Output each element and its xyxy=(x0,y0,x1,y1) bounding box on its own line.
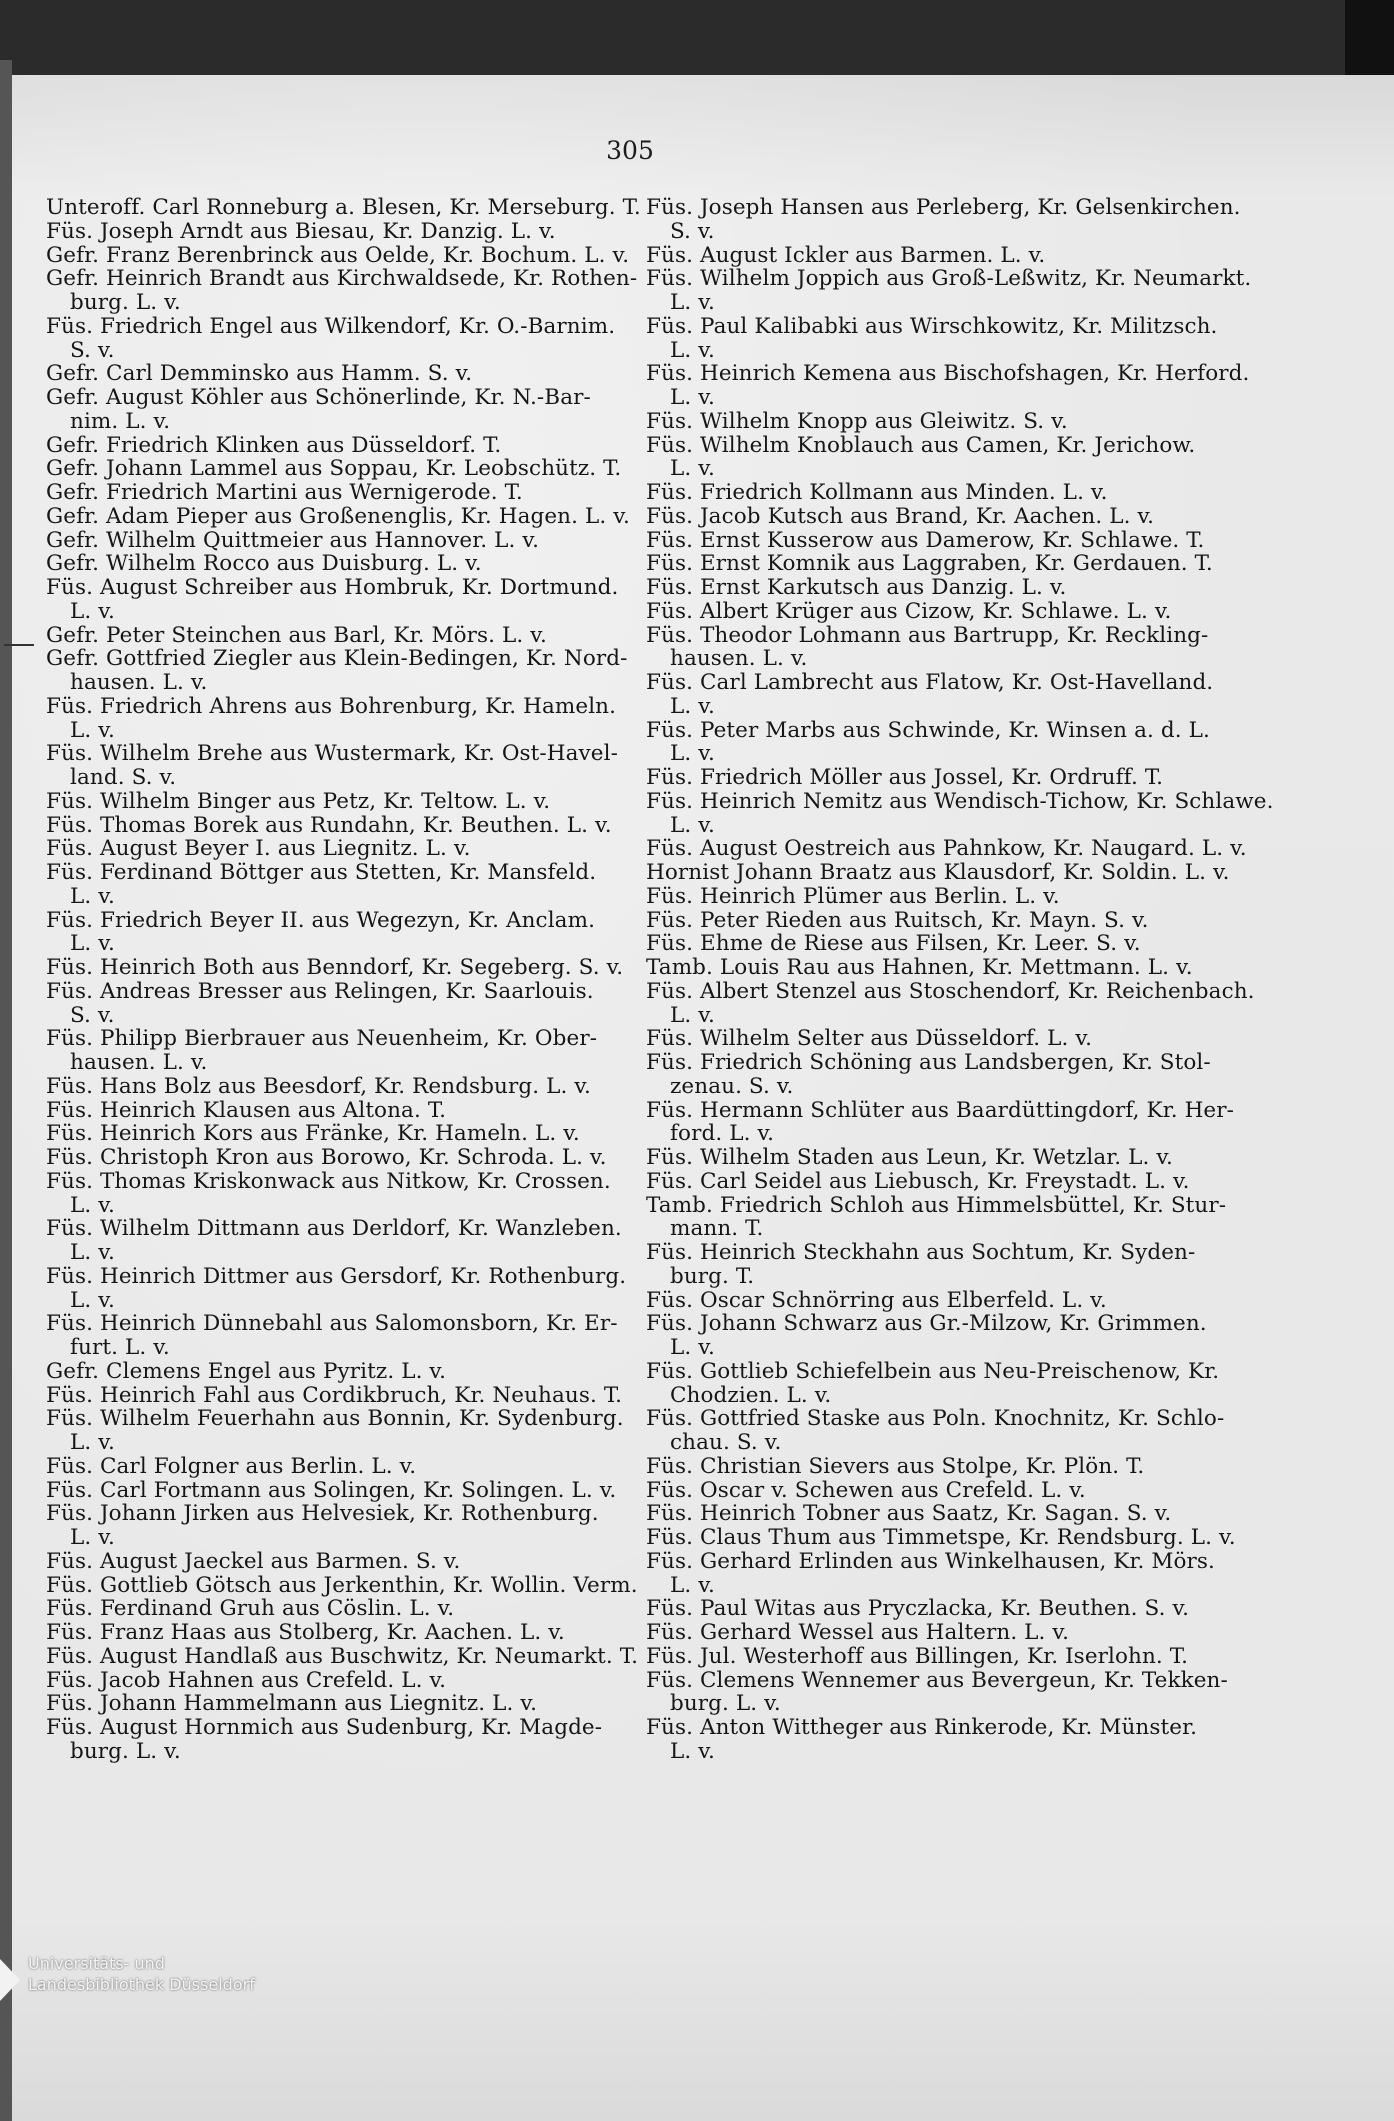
entry-line: Füs. Wilhelm Joppich aus Groß-Leßwitz, Kr. Neumarkt. xyxy=(646,266,1252,292)
entry-line: Füs. Joseph Hansen aus Perleberg, Kr. Gelsenkirchen. xyxy=(646,195,1241,220)
entry-line: L. v. xyxy=(670,812,715,838)
entry-line: Füs. August Ickler aus Barmen. L. v. xyxy=(646,242,1046,268)
entry-line: Füs. Heinrich Kemena aus Bischofshagen, Kr. Herford. xyxy=(646,361,1250,387)
entry-line: Gefr. Carl Demminsko aus Hamm. S. v. xyxy=(46,361,473,387)
entry-line: Gefr. Gottfried Ziegler aus Klein-Bedingen, Kr. Nord- xyxy=(46,646,628,672)
entry-line: Füs. Carl Folgner aus Berlin. L. v. xyxy=(46,1453,417,1479)
entry-line: L. v. xyxy=(70,598,115,624)
entry-line: Füs. Clemens Wennemer aus Bevergeun, Kr. Tekken- xyxy=(646,1667,1228,1693)
entry-line: L. v. xyxy=(670,1738,715,1764)
entry-line: Füs. Wilhelm Brehe aus Wustermark, Kr. Ost-Havel- xyxy=(46,741,618,767)
entry-line: S. v. xyxy=(70,1002,115,1028)
library-name-line1: Universitäts- und xyxy=(28,1954,165,1973)
entry-line: Füs. Joseph Arndt aus Biesau, Kr. Danzig. L. v. xyxy=(46,218,556,244)
entry-line: L. v. xyxy=(70,931,115,957)
entry-line: Unteroff. Carl Ronneburg a. Blesen, Kr. Merseburg. T. xyxy=(46,195,641,220)
entry-line: Füs. Jacob Kutsch aus Brand, Kr. Aachen. L. v. xyxy=(646,503,1155,529)
entry-line: Füs. Wilhelm Binger aus Petz, Kr. Teltow. L. v. xyxy=(46,788,551,814)
entry-line: Gefr. Friedrich Martini aus Wernigerode. T. xyxy=(46,480,523,505)
entry-line: Füs. Andreas Bresser aus Relingen, Kr. Saarlouis. xyxy=(46,978,594,1004)
entry-line: Gefr. Johann Lammel aus Soppau, Kr. Leobschütz. T. xyxy=(46,456,622,482)
entry-line: Füs. Carl Fortmann aus Solingen, Kr. Solingen. L. v. xyxy=(46,1477,617,1503)
entry-line: Gefr. Adam Pieper aus Großenenglis, Kr. Hagen. L. v. xyxy=(46,503,630,529)
left-column xyxy=(46,195,641,1764)
entry-line: Füs. Paul Kalibabki aus Wirschkowitz, Kr. Militzsch. xyxy=(646,313,1218,339)
entry-line: Füs. Franz Haas aus Stolberg, Kr. Aachen. L. v. xyxy=(46,1620,565,1645)
entry-line: Füs. Heinrich Dünnebahl aus Salomonsborn, Kr. Er- xyxy=(46,1311,618,1337)
entry-line: L. v. xyxy=(70,883,115,909)
entry-line: hausen. L. v. xyxy=(670,646,808,672)
entry-line: Füs. Philipp Bierbrauer aus Neuenheim, Kr. Ober- xyxy=(46,1026,598,1052)
entry-line: Hornist Johann Braatz aus Klausdorf, Kr. Soldin. L. v. xyxy=(646,860,1230,885)
entry-line: Füs. Thomas Kriskonwack aus Nitkow, Kr. Crossen. xyxy=(46,1168,611,1194)
entry-line: Füs. Johann Jirken aus Helvesiek, Kr. Rothenburg. xyxy=(46,1501,599,1527)
entry-line: burg. L. v. xyxy=(670,1691,781,1717)
entry-line: Füs. Johann Schwarz aus Gr.-Milzow, Kr. Grimmen. xyxy=(646,1311,1207,1337)
entry-line: Füs. Gerhard Wessel aus Haltern. L. v. xyxy=(646,1620,1070,1645)
entry-line: Füs. August Oestreich aus Pahnkow, Kr. Naugard. L. v. xyxy=(646,836,1247,862)
entry-line: Füs. Wilhelm Feuerhahn aus Bonnin, Kr. Sydenburg. xyxy=(46,1406,624,1432)
entry-line: Füs. Wilhelm Knopp aus Gleiwitz. S. v. xyxy=(646,408,1068,434)
entry-line: Gefr. Franz Berenbrinck aus Oelde, Kr. Bochum. L. v. xyxy=(46,242,630,268)
entry-line: L. v. xyxy=(670,741,715,767)
entry-line: Füs. Jacob Hahnen aus Crefeld. L. v. xyxy=(46,1667,447,1693)
right-column xyxy=(646,195,1274,1764)
entry-line: L. v. xyxy=(70,1240,115,1265)
entry-line: Füs. Ehme de Riese aus Filsen, Kr. Leer. S. v. xyxy=(646,931,1141,957)
entry-line: nim. L. v. xyxy=(70,408,171,434)
library-logo xyxy=(0,1953,360,2003)
entry-line: Gefr. Wilhelm Quittmeier aus Hannover. L. v. xyxy=(46,527,539,553)
entry-line: Gefr. Wilhelm Rocco aus Duisburg. L. v. xyxy=(46,551,482,577)
entry-line: hausen. L. v. xyxy=(70,670,208,695)
page-number: 305 xyxy=(606,136,654,165)
entry-line: Füs. Claus Thum aus Timmetspe, Kr. Rendsburg. L. v. xyxy=(646,1525,1236,1550)
entry-line: Füs. Wilhelm Dittmann aus Derldorf, Kr. Wanzleben. xyxy=(46,1216,622,1242)
entry-line: Füs. Oscar v. Schewen aus Crefeld. L. v. xyxy=(646,1477,1086,1503)
entry-line: Tamb. Louis Rau aus Hahnen, Kr. Mettmann. L. v. xyxy=(646,955,1193,980)
library-logo-icon xyxy=(0,1959,20,2001)
entry-line: Tamb. Friedrich Schloh aus Himmelsbüttel, Kr. Stur- xyxy=(646,1192,1227,1218)
library-name-line2: Landesbibliothek Düsseldorf xyxy=(28,1975,255,1994)
entry-line: L. v. xyxy=(70,1287,115,1313)
entry-line: Füs. Gottfried Staske aus Poln. Knochnitz, Kr. Schlo- xyxy=(646,1406,1225,1432)
entry-line: Füs. Christian Sievers aus Stolpe, Kr. Plön. T. xyxy=(646,1453,1145,1479)
entry-line: Füs. Heinrich Klausen aus Altona. T. xyxy=(46,1097,447,1123)
entry-line: Gefr. Friedrich Klinken aus Düsseldorf. T. xyxy=(46,432,502,458)
entry-line: zenau. S. v. xyxy=(670,1073,794,1099)
entry-line: Gefr. August Köhler aus Schönerlinde, Kr. N.-Bar- xyxy=(46,385,591,410)
entry-line: Füs. Heinrich Both aus Benndorf, Kr. Segeberg. S. v. xyxy=(46,955,624,980)
entry-line: Füs. Gerhard Erlinden aus Winkelhausen, Kr. Mörs. xyxy=(646,1548,1215,1574)
entry-line: Füs. Wilhelm Staden aus Leun, Kr. Wetzlar. L. v. xyxy=(646,1145,1173,1170)
library-name xyxy=(28,1953,255,1995)
entry-line: Füs. Ernst Komnik aus Laggraben, Kr. Gerdauen. T. xyxy=(646,551,1213,577)
entry-line: Füs. Peter Marbs aus Schwinde, Kr. Winsen a. d. L. xyxy=(646,717,1210,743)
entry-line: Füs. Carl Seidel aus Liebusch, Kr. Freystadt. L. v. xyxy=(646,1168,1190,1194)
entry-line: Chodzien. L. v. xyxy=(670,1382,832,1408)
entry-line: ford. L. v. xyxy=(670,1121,775,1147)
entry-line: Füs. Johann Hammelmann aus Liegnitz. L. v. xyxy=(46,1691,538,1717)
entry-line: L. v. xyxy=(70,1430,115,1455)
page-edge xyxy=(0,60,12,2121)
entry-line: Füs. Carl Lambrecht aus Flatow, Kr. Ost-Havelland. xyxy=(646,670,1214,695)
entry-line: L. v. xyxy=(70,1525,115,1550)
entry-line: L. v. xyxy=(70,1192,115,1218)
entry-line: hausen. L. v. xyxy=(70,1050,208,1075)
entry-line: Füs. Heinrich Kors aus Fränke, Kr. Hameln. L. v. xyxy=(46,1121,580,1147)
entry-line: Füs. Gottlieb Schiefelbein aus Neu-Preischenow, Kr. xyxy=(646,1358,1220,1384)
entry-line: Füs. Theodor Lohmann aus Bartrupp, Kr. Reckling- xyxy=(646,622,1209,648)
entry-line: Füs. Heinrich Nemitz aus Wendisch-Tichow, Kr. Schlawe. xyxy=(646,788,1274,814)
entry-line: Füs. Heinrich Fahl aus Cordikbruch, Kr. Neuhaus. T. xyxy=(46,1382,623,1408)
entry-line: Füs. Christoph Kron aus Borowo, Kr. Schroda. L. v. xyxy=(46,1145,607,1170)
entry-line: Füs. August Handlaß aus Buschwitz, Kr. Neumarkt. T. xyxy=(46,1643,639,1669)
entry-line: S. v. xyxy=(670,218,715,244)
entry-line: Füs. Friedrich Schöning aus Landsbergen, Kr. Stol- xyxy=(646,1050,1211,1075)
entry-line: furt. L. v. xyxy=(70,1335,170,1360)
entry-line: Füs. Albert Krüger aus Cizow, Kr. Schlawe. L. v. xyxy=(646,598,1172,624)
entry-line: Füs. August Jaeckel aus Barmen. S. v. xyxy=(46,1548,461,1574)
entry-line: Füs. Hermann Schlüter aus Baardüttingdorf, Kr. Her- xyxy=(646,1097,1234,1123)
entry-line: Füs. Anton Wittheger aus Rinkerode, Kr. Münster. xyxy=(646,1715,1198,1740)
entry-line: Füs. Oscar Schnörring aus Elberfeld. L. v. xyxy=(646,1287,1107,1313)
entry-line: burg. L. v. xyxy=(70,290,181,315)
entry-line: Füs. Ferdinand Böttger aus Stetten, Kr. Mansfeld. xyxy=(46,860,597,885)
entry-line: land. S. v. xyxy=(70,765,177,790)
entry-line: Füs. Friedrich Beyer II. aus Wegezyn, Kr. Anclam. xyxy=(46,907,596,933)
entry-line: Füs. Gottlieb Götsch aus Jerkenthin, Kr. Wollin. Verm. xyxy=(46,1572,638,1598)
entry-line: L. v. xyxy=(670,1335,715,1360)
entry-line: Füs. Hans Bolz aus Beesdorf, Kr. Rendsburg. L. v. xyxy=(46,1073,591,1099)
entry-line: Füs. Paul Witas aus Pryczlacka, Kr. Beuthen. S. v. xyxy=(646,1596,1190,1622)
entry-line: Füs. Heinrich Tobner aus Saatz, Kr. Sagan. S. v. xyxy=(646,1501,1172,1527)
entry-line: L. v. xyxy=(670,290,715,315)
entry-line: Füs. Albert Stenzel aus Stoschendorf, Kr. Reichenbach. xyxy=(646,978,1255,1004)
entry-line: Füs. Wilhelm Knoblauch aus Camen, Kr. Jerichow. xyxy=(646,432,1196,458)
margin-mark xyxy=(4,644,34,646)
entry-line: Füs. Wilhelm Selter aus Düsseldorf. L. v. xyxy=(646,1026,1093,1052)
entry-line: S. v. xyxy=(70,337,115,363)
entry-line: burg. L. v. xyxy=(70,1738,181,1764)
entry-line: Füs. Ernst Karkutsch aus Danzig. L. v. xyxy=(646,575,1067,600)
entry-line: Füs. Ernst Kusserow aus Damerow, Kr. Schlawe. T. xyxy=(646,527,1205,553)
entry-line: mann. T. xyxy=(670,1216,764,1242)
entry-line: Füs. August Hornmich aus Sudenburg, Kr. Magde- xyxy=(46,1715,603,1740)
entry-line: Gefr. Peter Steinchen aus Barl, Kr. Mörs. L. v. xyxy=(46,622,547,648)
entry-line: Füs. Thomas Borek aus Rundahn, Kr. Beuthen. L. v. xyxy=(46,812,612,838)
entry-line: Füs. August Schreiber aus Hombruk, Kr. Dortmund. xyxy=(46,575,619,600)
entry-line: L. v. xyxy=(670,1002,715,1028)
entry-line: Füs. Friedrich Möller aus Jossel, Kr. Ordruff. T. xyxy=(646,765,1164,790)
entry-line: Füs. Peter Rieden aus Ruitsch, Kr. Mayn. S. v. xyxy=(646,907,1149,933)
entry-line: Füs. Ferdinand Gruh aus Cöslin. L. v. xyxy=(46,1596,455,1622)
entry-line: L. v. xyxy=(670,693,715,719)
entry-line: Gefr. Clemens Engel aus Pyritz. L. v. xyxy=(46,1358,447,1384)
entry-line: chau. S. v. xyxy=(670,1430,782,1455)
entry-line: Füs. Friedrich Engel aus Wilkendorf, Kr. O.-Barnim. xyxy=(46,313,616,339)
entry-line: L. v. xyxy=(670,385,715,410)
entry-line: L. v. xyxy=(70,717,115,743)
entry-line: Füs. Friedrich Kollmann aus Minden. L. v. xyxy=(646,480,1108,505)
entry-line: Füs. Friedrich Ahrens aus Bohrenburg, Kr. Hameln. xyxy=(46,693,617,719)
entry-line: burg. T. xyxy=(670,1263,755,1289)
entry-line: L. v. xyxy=(670,337,715,363)
entry-line: Füs. Heinrich Steckhahn aus Sochtum, Kr. Syden- xyxy=(646,1240,1196,1265)
entry-line: L. v. xyxy=(670,1572,715,1598)
entry-line: Füs. Jul. Westerhoff aus Billingen, Kr. Iserlohn. T. xyxy=(646,1643,1189,1669)
entry-line: Füs. Heinrich Plümer aus Berlin. L. v. xyxy=(646,883,1060,909)
entry-line: L. v. xyxy=(670,456,715,482)
entry-line: Füs. Heinrich Dittmer aus Gersdorf, Kr. Rothenburg. xyxy=(46,1263,627,1289)
entry-line: Füs. August Beyer I. aus Liegnitz. L. v. xyxy=(46,836,471,862)
entry-line: Gefr. Heinrich Brandt aus Kirchwaldsede, Kr. Rothen- xyxy=(46,266,638,292)
